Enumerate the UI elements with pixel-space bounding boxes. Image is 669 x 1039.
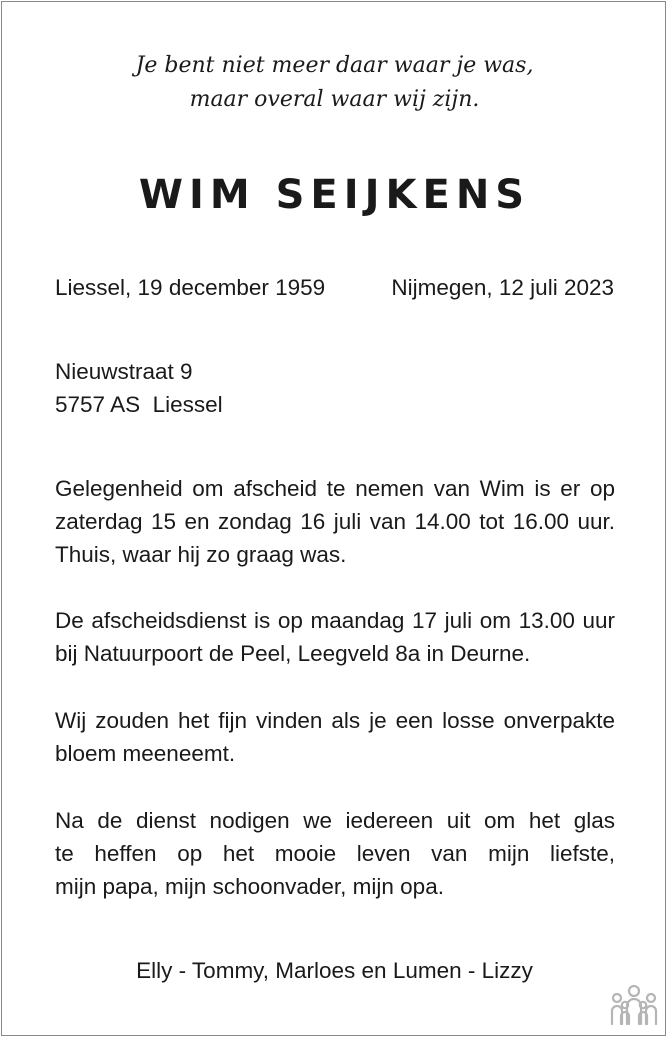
toast-line-3: mijn papa, mijn schoonvader, mijn opa. xyxy=(55,874,444,899)
birth-place-date: Liessel, 19 december 1959 xyxy=(55,275,326,300)
farewell-line-1: Gelegenheid om afscheid te nemen van Wim is er op xyxy=(55,476,615,501)
farewell-line-2: zaterdag 15 en zondag 16 juli van 14.00 tot 16.00 uur. xyxy=(55,509,615,534)
family-signature: Elly - Tommy, Marloes en Lumen - Lizzy xyxy=(136,958,533,983)
service-line-1: De afscheidsdienst is op maandag 17 juli om 13.00 uur xyxy=(55,608,615,633)
address-city: 5757 AS Liessel xyxy=(55,392,223,417)
family-people-icon xyxy=(609,984,659,1026)
quote-line-1: Je bent niet meer daar waar je was, xyxy=(135,53,534,78)
flowers-line-1: Wij zouden het fijn vinden als je een losse onverpakte xyxy=(55,708,615,733)
flowers-line-2: bloem meeneemt. xyxy=(55,741,236,766)
farewell-line-3: Thuis, waar hij zo graag was. xyxy=(55,542,347,567)
address-street: Nieuwstraat 9 xyxy=(55,359,193,384)
deceased-name: WIM SEIJKENS xyxy=(138,172,531,218)
toast-line-2: te heffen op het mooie leven van mijn liefste, xyxy=(55,841,615,866)
quote-line-2: maar overal waar wij zijn. xyxy=(189,87,480,112)
service-line-2: bij Natuurpoort de Peel, Leegveld 8a in Deurne. xyxy=(55,641,531,666)
toast-line-1: Na de dienst nodigen we iedereen uit om het glas xyxy=(55,808,615,833)
death-place-date: Nijmegen, 12 juli 2023 xyxy=(391,275,614,300)
